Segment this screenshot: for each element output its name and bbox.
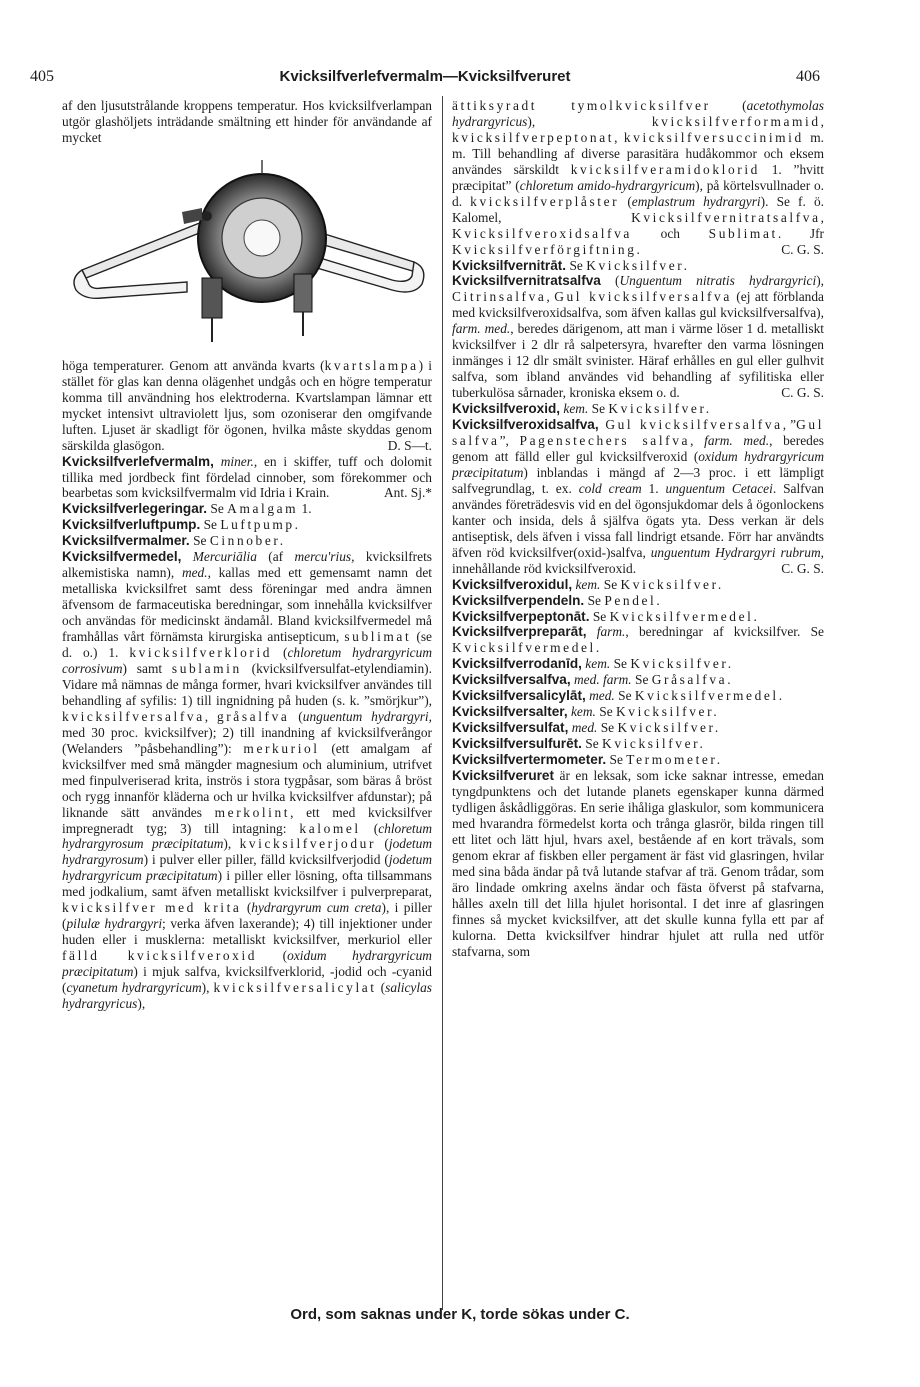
entry-kvicksilfveruret: Kvicksilfveruret är en leksak, som icke saknar intresse, emedan tyngdpunktens och det lutande planets egenskaper kunna därmed tydligen åskådliggöras. En serie ihåliga glaskulor, som kommunicera med hvarandra förmedelst korta och trånga glasrör, bilda ringen till ett litet och lätt hjul, hvars axel, bestående af en kort trävals, som genom ekrar af fiskben eller pergament är fäst vid glasringen, hvilar med sina båda ändar på två lutande stafvar af trä. Genom trådar, som äro lindade omkring axelns ändar och fästa öfverst på stafvarna, hålles axeln till det lilla hjulet horisontal. I det inre af glasringen finnes så mycket kvicksilfver, att det skulle kunna fylla ett par af kulorna. Detta kvicksilfver hindrar hjulet att rulla ned utför stafvarna, som bbox=[452, 768, 824, 959]
headword: Kvicksilfvertermometer. bbox=[452, 752, 607, 768]
page-footer-note: Ord, som saknas under K, torde sökas under C. bbox=[290, 1306, 630, 1323]
headword: Kvicksilfverlefvermalm, bbox=[62, 453, 214, 469]
entry-kvicksilfverpeptonat: Kvicksilfverpeptonāt. Se Kvicksilfvermedel. bbox=[452, 608, 760, 624]
headword: Kvicksilfvermalmer. bbox=[62, 533, 190, 549]
page-number-right: 406 bbox=[796, 68, 820, 85]
entry-kvicksilfverlefvermalm: Kvicksilfverlefvermalm, miner., en i skiffer, tuff och dolomit tillika med jordbeck fint fördelad cinnober, som förekommer och bearbetas som kvicksilfvermalm vid Idria i Krain. Ant. Sj.* bbox=[62, 453, 432, 501]
entry-kvicksilfvermalmer: Kvicksilfvermalmer. Se Cinnober. bbox=[62, 533, 286, 549]
headword: Kvicksilfvernitrāt. bbox=[452, 257, 567, 273]
signature: D. S—t. bbox=[387, 437, 432, 453]
entry-kvicksilfveroxidsalfva: Kvicksilfveroxidsalfva, Gul kvicksilfversalfva, ”Gul salfva”, Pagenstechers salfva, farm. med., beredes genom att fälld eller gul kvicksilfveroxid (oxidum hydrargyricum præcipitatum) inblandas i mängd af 2—3 proc. i ett lämpligt salfvegrundlag, t. ex. cold cream 1. unguentum Cetacei. Salfvan användes företrädesvis vid en del ögonsjukdomar dels å ögonlockens kanter och insida, dels å själfva ögats yta. Dess verkan är dels antiseptisk, dels äfven i vissa fall lindrigt etsande. Förr har användts äfven röd kvicksilfver(oxid-)salfva, unguentum Hydrargyri rubrum, innehållande röd kvicksilfveroxid. C. G. S. bbox=[452, 417, 824, 576]
entry-kvicksilfvernitratsalfva: Kvicksilfvernitratsalfva (Unguentum nitratis hydrargyrici), Citrinsalfva, Gul kvicksilfversalfva (ej att förblanda med kvicksilfveroxidsalfva, som äfven kallas gul kvicksilfversalfva), farm. med., beredes därigenom, att man i värme löser 1 d. metalliskt kvicksilfver i 2 dlr rå salpetersyra, hvarefter den varma lösningen inmänges i 12 dlr smält svinister. Häraf erhålles en gul eller gulhvit salfva, som ibland användes vid behandling af syfilitiska eller tuberkulösa sårnader, kroniska eksem o. d. C. G. S. bbox=[452, 273, 824, 401]
headword: Kvicksilfverluftpump. bbox=[62, 517, 201, 533]
headword: Kvicksilfverlegeringar. bbox=[62, 501, 208, 517]
headword: Kvicksilfverpendeln. bbox=[452, 592, 585, 608]
headword: Kvicksilfvermedel, bbox=[62, 549, 182, 565]
entry-kvicksilfverrodanid: Kvicksilfverrodanīd, kem. Se Kvicksilfver. bbox=[452, 656, 734, 672]
signature: C. G. S. bbox=[781, 241, 824, 257]
signature: Ant. Sj.* bbox=[384, 485, 432, 501]
entry-kvicksilfverlegeringar: Kvicksilfverlegeringar. Se Amalgam 1. bbox=[62, 501, 312, 517]
headword: Kvicksilfverpreparāt, bbox=[452, 624, 587, 640]
right-column bbox=[452, 98, 824, 1288]
entry-kvicksilfvertermometer: Kvicksilfvertermometer. Se Termometer. bbox=[452, 752, 723, 768]
headword: Kvicksilfverrodanīd, bbox=[452, 656, 582, 672]
headword: Kvicksilfveruret bbox=[452, 768, 555, 784]
headword: Kvicksilfversulfat, bbox=[452, 720, 569, 736]
headword: Kvicksilfveroxidul, bbox=[452, 576, 573, 592]
headword: Kvicksilfversalfva, bbox=[452, 672, 571, 688]
entry-kvicksilfvermedel: Kvicksilfvermedel, Mercuriālia (af mercu'rius, kvicksilfrets alkemistiska namn), med., kallas med ett gemensamt namn det metalliska kvicksilfret samt dess föreningar med andra ämnen äfvensom de farmaceutiska beredningar, som innehålla kvicksilfver och användas för medicinskt ändamål. Bland kvicksilfvermedel må framhållas vårt förnämsta kirurgiska antisepticum, sublimat (se d. o.) 1. kvicksilfverklorid (chloretum hydrargyricum corrosivum) samt sublamin (kvicksilfversulfat-etylendiamin). Vidare må nämnas de många former, hvari kvicksilfver användes till behandling af syfilis: 1) till ingnidning på huden (s. k. ”smörjkur”), kvicksilfversalfva, gråsalfva (unguentum hydrargyri, med 30 proc. kvicksilfver); 2) till inandning af kvicksilfverångor (Welanders ”påsbehandling”): merkuriol (ett amalgam af kvicksilfver med små mängder magnesium och aluminium, utrifvet med finpulveriserad krita, inströs i stora tygpåsar, som bäras å bröst och rygg innanför kläderna och ur hvilka kvicksilfver afdunstar); på liknande sätt användes merkolint, ett med kvicksilfver impregneradt tyg; 3) till intagning: kalomel (chloretum hydrargyrosum præcipitatum), kvicksilfverjodur (jodetum hydrargyrosum) i pulver eller piller, fälld kvicksilfverjodid (jodetum hydrargyricum præcipitatum) i piller eller lösning, ofta tillsammans med jodkalium, samt äfven metalliskt kvicksilfver i pulverpreparat, kvicksilfver med krita (hydrargyrum cum creta), i piller (pilulæ hydrargyri; verka äfven laxerande); 4) till injektioner under huden eller i musklerna: metalliskt kvicksilfver, merkuriol eller fälld kvicksilfveroxid (oxidum hydrargyricum præcipitatum) i mjuk salfva, kvicksilfverklorid, -jodid och -cyanid (cyanetum hydrargyricum), kvicksilfversalicylat (salicylas hydrargyricus), bbox=[62, 549, 432, 1011]
headword: Kvicksilfversalicylāt, bbox=[452, 688, 586, 704]
headword: Kvicksilfveroxid, bbox=[452, 401, 561, 417]
column-divider bbox=[442, 96, 443, 1310]
entry-kvicksilfverpendeln: Kvicksilfverpendeln. Se Pendel. bbox=[452, 592, 663, 608]
lamp-text-intro: af den ljusutstrålande kroppens temperatur. Hos kvicksilfverlampan utgör glashöljets inträdande smältning ett hinder för användande af mycket bbox=[62, 98, 432, 145]
running-title: Kvicksilfverlefvermalm—Kvicksilfveruret bbox=[279, 68, 571, 85]
kvicksilfvermedel-continued: ättiksyradt tymolkvicksilfver (acetothymolas hydrargyricus), kvicksilfverformamid, kvicksilfverpeptonat, kvicksilfversuccinimid m. m. Till behandling af diverse parasitära hudåkommor och eksem användes särskildt kvicksilfveramidoklorid 1. ”hvitt præcipitat” (chloretum amido-hydrargyricum), på körtelsvullnader o. d. kvicksilfverplåster (emplastrum hydrargyri). Se f. ö. Kalomel, Kvicksilfvernitratsalfva, Kvicksilfveroxidsalfva och Sublimat. Jfr Kvicksilfverförgiftning. C. G. S. bbox=[452, 98, 824, 257]
mercury-lamp-illustration bbox=[62, 150, 432, 350]
left-column bbox=[62, 98, 432, 1288]
entry-kvicksilfversalicylat: Kvicksilfversalicylāt, med. Se Kvicksilfvermedel. bbox=[452, 688, 785, 704]
headword: Kvicksilfvernitratsalfva bbox=[452, 273, 601, 289]
headword: Kvicksilfveroxidsalfva, bbox=[452, 417, 599, 433]
signature: C. G. S. bbox=[781, 385, 824, 401]
entry-kvicksilfveroxidul: Kvicksilfveroxidul, kem. Se Kvicksilfver. bbox=[452, 576, 724, 592]
entry-kvicksilfversalter: Kvicksilfversalter, kem. Se Kvicksilfver. bbox=[452, 704, 720, 720]
entry-kvicksilfversalfva: Kvicksilfversalfva, med. farm. Se Gråsalfva. bbox=[452, 672, 734, 688]
entry-kvicksilfversulfuret: Kvicksilfversulfurēt. Se Kvicksilfver. bbox=[452, 736, 706, 752]
entry-kvicksilfverpreparat: Kvicksilfverpreparāt, farm., beredningar af kvicksilfver. Se Kvicksilfvermedel. bbox=[452, 624, 824, 656]
headword: Kvicksilfversulfurēt. bbox=[452, 736, 582, 752]
page-number-left: 405 bbox=[30, 68, 54, 85]
entry-kvicksilfversulfat: Kvicksilfversulfat, med. Se Kvicksilfver. bbox=[452, 720, 721, 736]
lamp-text-cont: höga temperaturer. Genom att använda kvarts (kvartslampa) i stället för glas kan denna olägenhet undgås och en högre temperatur komma till användning hos elektroderna. Kvartslampan lämnar ett mycket intensivt ultraviolett ljus, som ozoniserar den omgifvande luften. Ljuset är skadligt för ögonen, hvilka måste skyddas genom särskilda glasögon. D. S—t. bbox=[62, 357, 432, 453]
entry-kvicksilfvernitrat: Kvicksilfvernitrāt. Se Kvicksilfver. bbox=[452, 257, 690, 273]
entry-kvicksilfveroxid: Kvicksilfveroxid, kem. Se Kvicksilfver. bbox=[452, 401, 712, 417]
headword: Kvicksilfverpeptonāt. bbox=[452, 608, 590, 624]
headword: Kvicksilfversalter, bbox=[452, 704, 568, 720]
running-header bbox=[30, 68, 820, 90]
entry-kvicksilfverluftpump: Kvicksilfverluftpump. Se Luftpump. bbox=[62, 517, 301, 533]
signature: C. G. S. bbox=[781, 560, 824, 576]
